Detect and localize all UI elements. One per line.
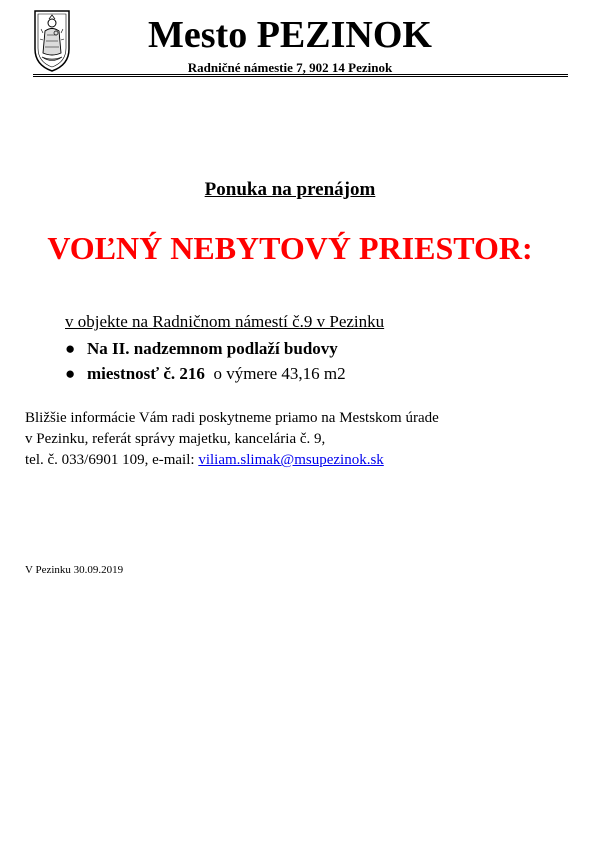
info-line: Bližšie informácie Vám radi poskytneme priamo na Mestskom úrade <box>25 410 439 426</box>
header-divider <box>33 74 568 77</box>
property-location: v objekte na Radničnom námestí č.9 v Pezinku <box>65 312 385 331</box>
city-title: Mesto PEZINOK <box>148 14 432 56</box>
info-line <box>25 450 545 471</box>
offer-headline: VOĽNÝ NEBYTOVÝ PRIESTOR: <box>47 230 533 266</box>
room-area: o výmere 43,16 m2 <box>213 364 346 383</box>
phone-text: tel. č. 033/6901 109, e-mail: <box>25 452 199 468</box>
list-item <box>65 363 346 385</box>
bullet-icon: ● <box>65 364 76 383</box>
city-address: Radničné námestie 7, 902 14 Pezinok <box>187 60 393 75</box>
room-number: miestnosť č. 216 <box>87 364 205 383</box>
info-line: v Pezinku, referát správy majetku, kancelária č. 9, <box>25 431 326 447</box>
document-date: V Pezinku 30.09.2019 <box>25 564 124 576</box>
floor-info: Na II. nadzemnom podlaží budovy <box>87 339 338 358</box>
bullet-icon: ● <box>65 339 76 358</box>
email-link[interactable]: viliam.slimak@msupezinok.sk <box>198 452 384 468</box>
contact-info <box>25 408 545 471</box>
offer-title: Ponuka na prenájom <box>204 179 376 200</box>
list-item <box>65 338 338 360</box>
